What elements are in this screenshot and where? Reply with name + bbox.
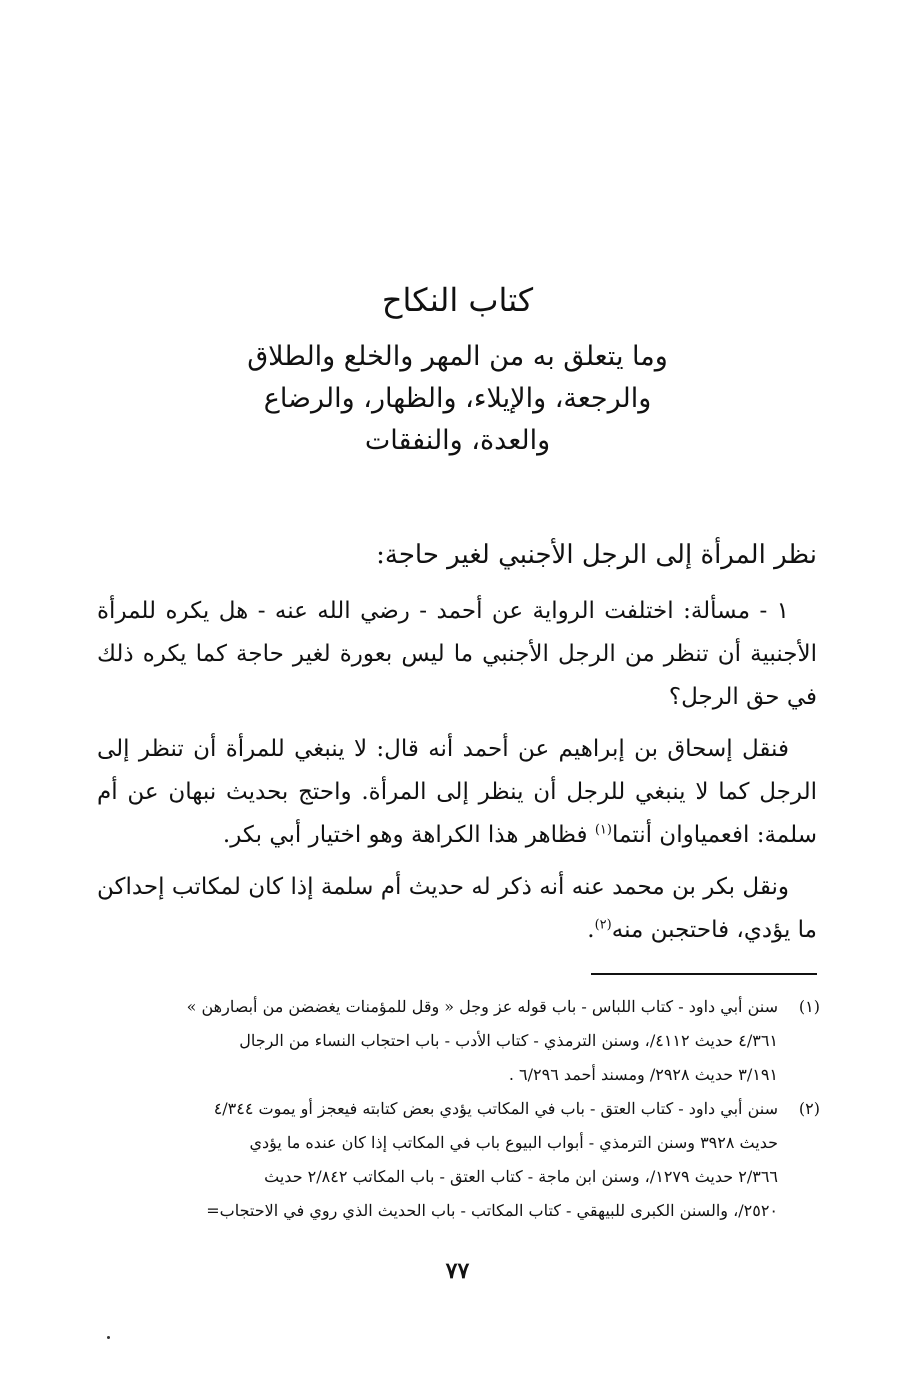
chapter-title-block (100, 272, 815, 462)
footnote-line: سنن أبي داود - كتاب العتق - باب في المكاتب يؤدي بعض كتابته فيعجز أو يموت ٤/٣٤٤ (213, 1099, 778, 1118)
footnote-line: ٤/٣٦١ حديث ٤١١٢/، وسنن الترمذي - كتاب الأدب - باب احتجاب النساء من الرجال (239, 1031, 778, 1050)
subtitle-line-2: والرجعة، والإيلاء، والظهار، والرضاع (263, 383, 652, 414)
paragraph-ishaq-narration (97, 728, 817, 857)
footnote-divider (591, 973, 817, 975)
footnote-line: ٣/١٩١ حديث ٢٩٢٨/ ومسند أحمد ٦/٢٩٦ . (508, 1065, 778, 1084)
scan-speck (107, 1336, 110, 1339)
footnote-text (95, 990, 778, 1092)
book-title: كتاب النكاح (381, 281, 534, 319)
footnote-text (95, 1092, 778, 1228)
footnote-number: (٢) (798, 1099, 820, 1118)
footnote-number: (١) (798, 997, 820, 1016)
footnote-line: حديث ٣٩٢٨ وسنن الترمذي - أبواب البيوع باب في المكاتب إذا كان عنده ما يؤدي (249, 1133, 778, 1152)
footnote-2 (95, 1092, 820, 1228)
footnote-line: ٢٥٢٠/، والسنن الكبرى للبيهقي - كتاب المكاتب - باب الحديث الذي روي في الاحتجاب= (206, 1201, 778, 1220)
footnote-line: سنن أبي داود - كتاب اللباس - باب قوله عز وجل « وقل للمؤمنات يغضضن من أبصارهن » (186, 997, 778, 1016)
paragraph-ishaq-text: فنقل إسحاق بن إبراهيم عن أحمد أنه قال: لا ينبغي للمرأة أن تنظر إلى الرجل كما لا ينبغي للرجل أن ينظر إلى المرأة. واحتج بحديث نبهان عن أم سلمة: افعمياوان أنتما (97, 736, 817, 848)
paragraph-issue-1: ١ - مسألة: اختلفت الرواية عن أحمد - رضي الله عنه - هل يكره للمرأة الأجنبية أن تنظر من الرجل الأجنبي ما ليس بعورة لغير حاجة كما يكره ذلك في حق الرجل؟ (97, 598, 817, 710)
paragraph-bakr-narration (97, 866, 817, 952)
paragraph-bakr-text: ونقل بكر بن محمد عنه أنه ذكر له حديث أم سلمة إذا كان لمكاتب إحداكن ما يؤدي، فاحتجبن منه (97, 874, 817, 943)
body-text (97, 590, 817, 961)
footnote-ref-2[interactable]: (٢) (594, 917, 612, 933)
subtitle-line-3: والعدة، والنفقات (364, 425, 551, 456)
footnote-1 (95, 990, 820, 1092)
footnotes (95, 990, 820, 1228)
footnote-ref-1[interactable]: (١) (594, 822, 612, 838)
page-number: ٧٧ (445, 1258, 470, 1284)
footnote-line: ٢/٣٦٦ حديث ١٢٧٩/، وسنن ابن ماجة - كتاب العتق - باب المكاتب ٢/٨٤٢ حديث (264, 1167, 778, 1186)
subtitle-line-1: وما يتعلق به من المهر والخلع والطلاق (247, 341, 668, 372)
paragraph-bakr-period: . (587, 917, 595, 943)
paragraph-ishaq-conclusion: فظاهر هذا الكراهة وهو اختيار أبي بكر. (222, 822, 588, 848)
section-heading: نظر المرأة إلى الرجل الأجنبي لغير حاجة: (376, 540, 817, 570)
